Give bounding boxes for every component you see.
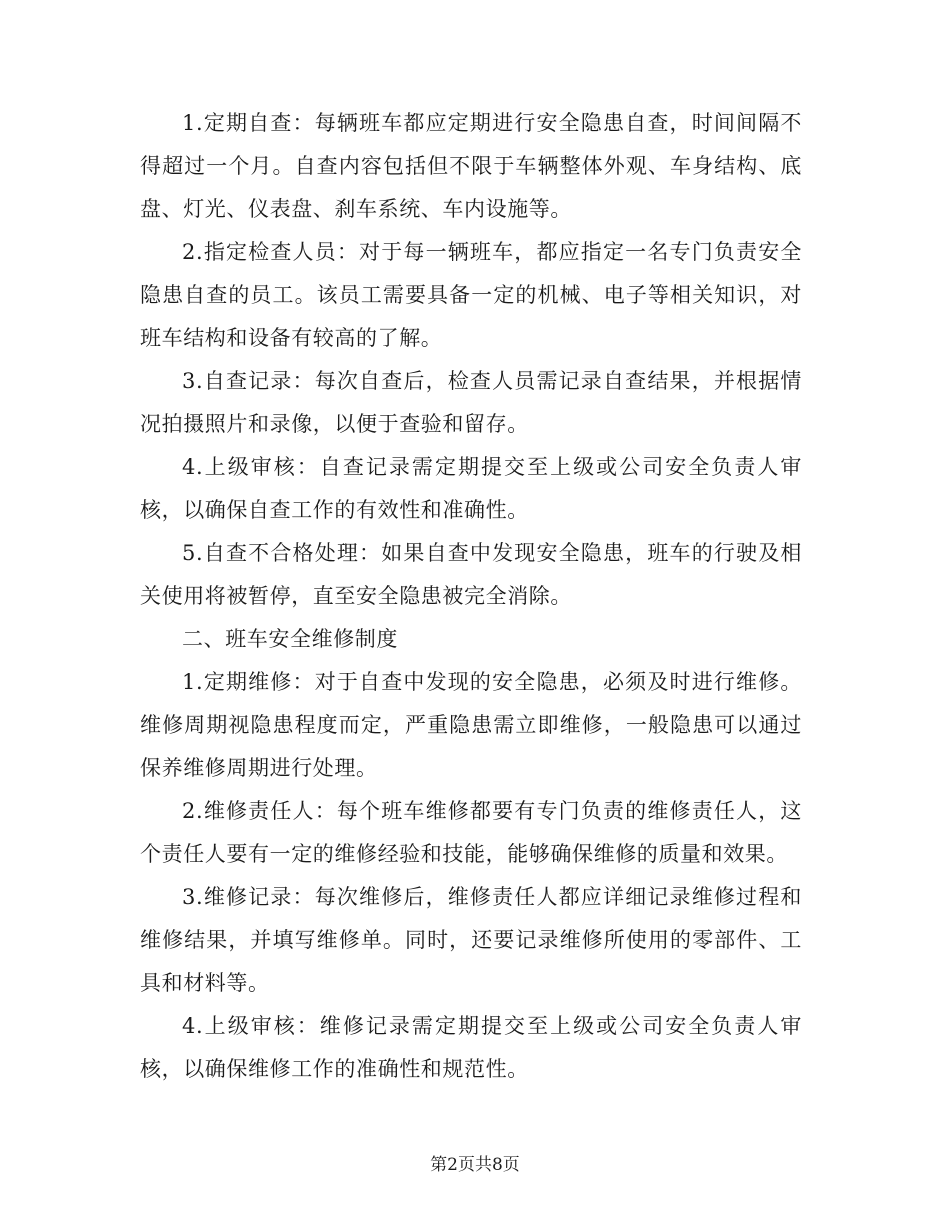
paragraph-maintenance-record: 3.维修记录：每次维修后，维修责任人都应详细记录维修过程和维修结果，并填写维修单。同时，还要记录维修所使用的零部件、工具和材料等。 [140, 885, 802, 995]
paragraph-self-check-periodic: 1.定期自查：每辆班车都应定期进行安全隐患自查，时间间隔不得超过一个月。自查内容包括但不限于车辆整体外观、车身结构、底盘、灯光、仪表盘、刹车系统、车内设施等。 [140, 111, 802, 221]
paragraph-maintenance-responsible: 2.维修责任人：每个班车维修都要有专门负责的维修责任人，这个责任人要有一定的维修经验和技能，能够确保维修的质量和效果。 [140, 799, 802, 866]
document-body [140, 102, 802, 1091]
paragraph-self-check-record: 3.自查记录：每次自查后，检查人员需记录自查结果，并根据情况拍摄照片和录像，以便于查验和留存。 [140, 369, 802, 436]
paragraph-superior-review: 4.上级审核：自查记录需定期提交至上级或公司安全负责人审核，以确保自查工作的有效性和准确性。 [140, 455, 802, 522]
paragraph-designated-inspector: 2.指定检查人员：对于每一辆班车，都应指定一名专门负责安全隐患自查的员工。该员工需要具备一定的机械、电子等相关知识，对班车结构和设备有较高的了解。 [140, 240, 802, 350]
paragraph-unqualified-handling: 5.自查不合格处理：如果自查中发现安全隐患，班车的行驶及相关使用将被暂停，直至安全隐患被完全消除。 [140, 541, 802, 608]
section-heading: 二、班车安全维修制度 [182, 627, 398, 651]
page-number-footer: 第2页共8页 [430, 1155, 520, 1175]
paragraph-periodic-maintenance: 1.定期维修：对于自查中发现的安全隐患，必须及时进行维修。维修周期视隐患程度而定，严重隐患需立即维修，一般隐患可以通过保养维修周期进行处理。 [140, 670, 802, 780]
paragraph-maintenance-review: 4.上级审核：维修记录需定期提交至上级或公司安全负责人审核，以确保维修工作的准确性和规范性。 [140, 1014, 802, 1081]
